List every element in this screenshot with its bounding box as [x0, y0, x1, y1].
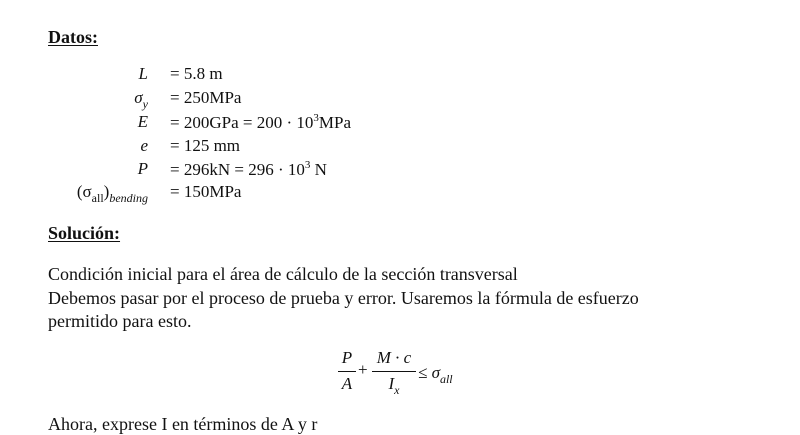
variable-value: = 125 mm [170, 136, 241, 155]
subscript: bending [109, 191, 148, 205]
subscript: y [142, 97, 148, 111]
variable-name: L [138, 64, 148, 83]
variable-row-length [0, 64, 800, 86]
variable-row-load [0, 159, 800, 181]
variable-name: e [140, 136, 148, 155]
value-text: = 200GPa = 200 · 10 [170, 113, 314, 132]
variable-row-yield-stress [0, 88, 800, 110]
variable-value: = 250MPa [170, 88, 242, 107]
subscript: x [394, 383, 400, 397]
inequality-text: ≤ σ [418, 363, 440, 382]
superscript: 3 [304, 159, 311, 171]
paragraph-line: permitido para esto. [48, 311, 192, 331]
denominator: A [341, 374, 353, 393]
superscript: 3 [313, 112, 319, 124]
variable-row-allowable-bending [0, 182, 800, 204]
variable-row-eccentricity [0, 136, 800, 158]
variable-value [170, 112, 351, 133]
value-text: = 296kN = 296 · 10 [170, 160, 305, 179]
variable-value: = 5.8 m [170, 64, 223, 83]
variable-value: = 150MPa [170, 182, 242, 201]
plus-sign: + [358, 360, 368, 379]
sigma-open: (σ [76, 182, 92, 201]
denominator-symbol: I [388, 374, 395, 393]
variable-value [170, 159, 327, 180]
numerator: M · c [376, 348, 412, 367]
variable-name [134, 88, 148, 112]
fraction-bar [338, 371, 356, 372]
value-unit: N [310, 160, 327, 179]
paragraph-line: Debemos pasar por el proceso de prueba y error. Usaremos la fórmula de esfuerzo [48, 288, 639, 308]
paragraph-line: Condición inicial para el área de cálculo de la sección transversal [48, 264, 518, 284]
fraction-p-over-a [338, 348, 356, 394]
subscript: all [91, 191, 104, 205]
inequality [418, 363, 453, 387]
fraction-bar [372, 371, 416, 372]
value-unit: MPa [318, 113, 351, 132]
variable-name: E [137, 112, 148, 131]
solucion-heading: Solución: [48, 223, 121, 243]
fraction-mc-over-i [372, 348, 416, 398]
numerator: P [341, 348, 353, 367]
variable-row-modulus [0, 112, 800, 134]
subscript: all [439, 372, 453, 386]
datos-heading: Datos: [48, 27, 98, 47]
variable-name: P [137, 159, 148, 178]
allowable-stress-formula [338, 348, 478, 398]
cut-off-line: Ahora, exprese I en términos de A y r [48, 414, 318, 434]
variable-name [77, 182, 148, 206]
sigma-symbol: σ [134, 88, 143, 107]
denominator [372, 374, 416, 398]
paren-close: ) [103, 182, 110, 201]
